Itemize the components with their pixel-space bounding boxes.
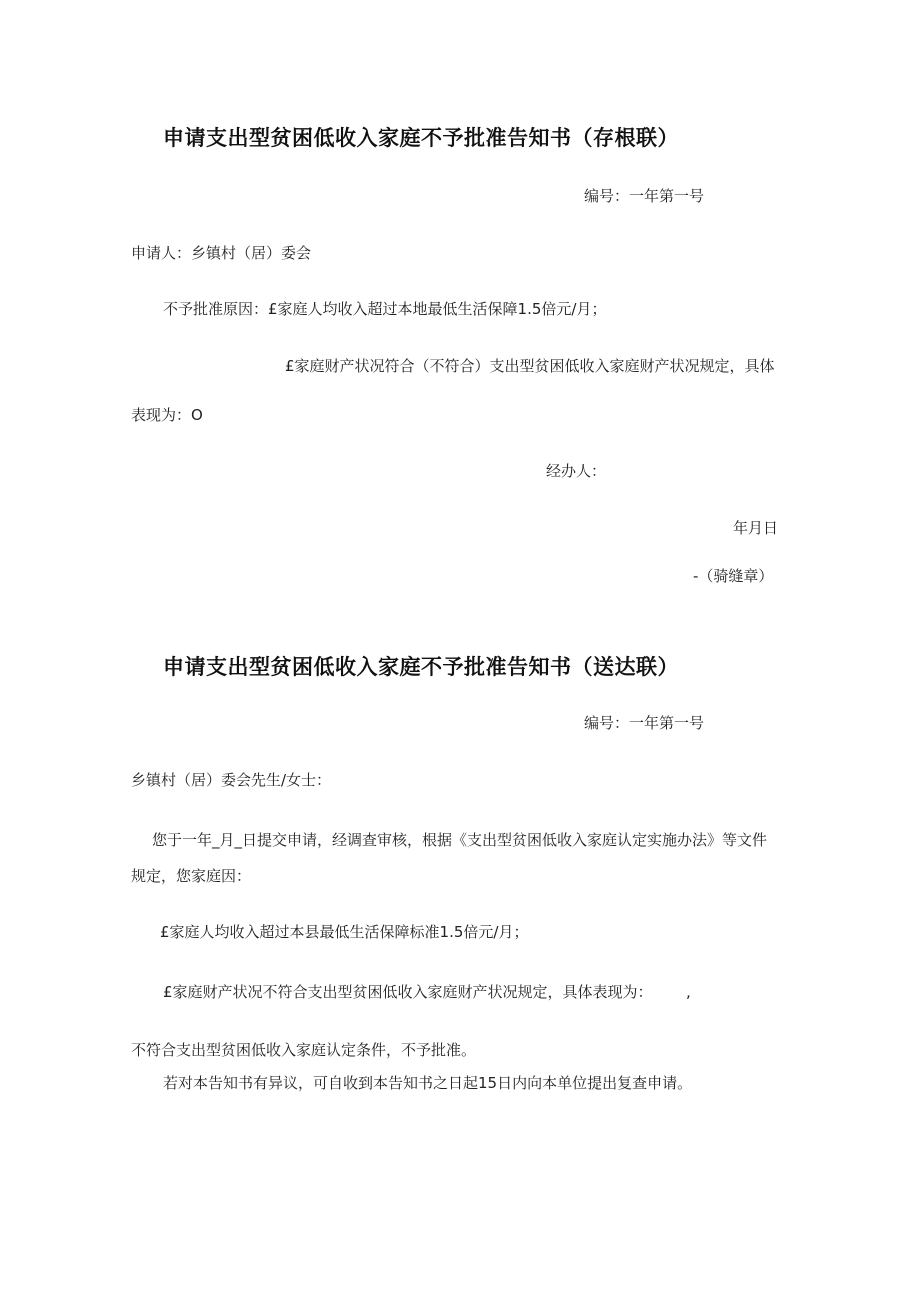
stub-reason-income: 不予批准原因：£家庭人均收入超过本地最低生活保障1.5倍元/月；: [163, 300, 607, 318]
delivery-paragraph: 您于一年_月_日提交申请，经调查审核，根据《支出型贫困低收入家庭认定实施办法》等文件: [152, 831, 768, 849]
stub-reason-property: £家庭财产状况符合（不符合）支出型贫困低收入家庭财产状况规定，具体: [285, 357, 775, 375]
delivery-salutation: 乡镇村（居）委会先生/女士：: [131, 771, 332, 789]
delivery-appeal-note: 若对本告知书有异议，可自收到本告知书之日起15日内向本单位提出复查申请。: [163, 1074, 693, 1092]
stub-title: 申请支出型贫困低收入家庭不予批准告知书（存根联）: [163, 126, 679, 150]
stub-number: 编号：一年第一号: [584, 187, 705, 205]
delivery-paragraph-cont: 规定，您家庭因：: [131, 867, 252, 885]
delivery-title: 申请支出型贫困低收入家庭不予批准告知书（送达联）: [163, 655, 679, 679]
stub-seal-note: -（骑缝章）: [693, 567, 774, 585]
delivery-item-income: £家庭人均收入超过本县最低生活保障标准1.5倍元/月；: [160, 923, 529, 941]
stub-applicant: 申请人：乡镇村（居）委会: [131, 244, 312, 262]
delivery-item-property-tail: ,: [686, 983, 691, 1001]
stub-handler-label: 经办人：: [546, 462, 607, 480]
delivery-conclusion: 不符合支出型贫困低收入家庭认定条件，不予批准。: [131, 1041, 477, 1059]
delivery-item-property: £家庭财产状况不符合支出型贫困低收入家庭财产状况规定，具体表现为：: [163, 983, 653, 1001]
stub-reason-property-cont: 表现为：O: [131, 406, 203, 424]
delivery-number: 编号：一年第一号: [584, 714, 705, 732]
stub-date: 年月日: [733, 519, 779, 537]
